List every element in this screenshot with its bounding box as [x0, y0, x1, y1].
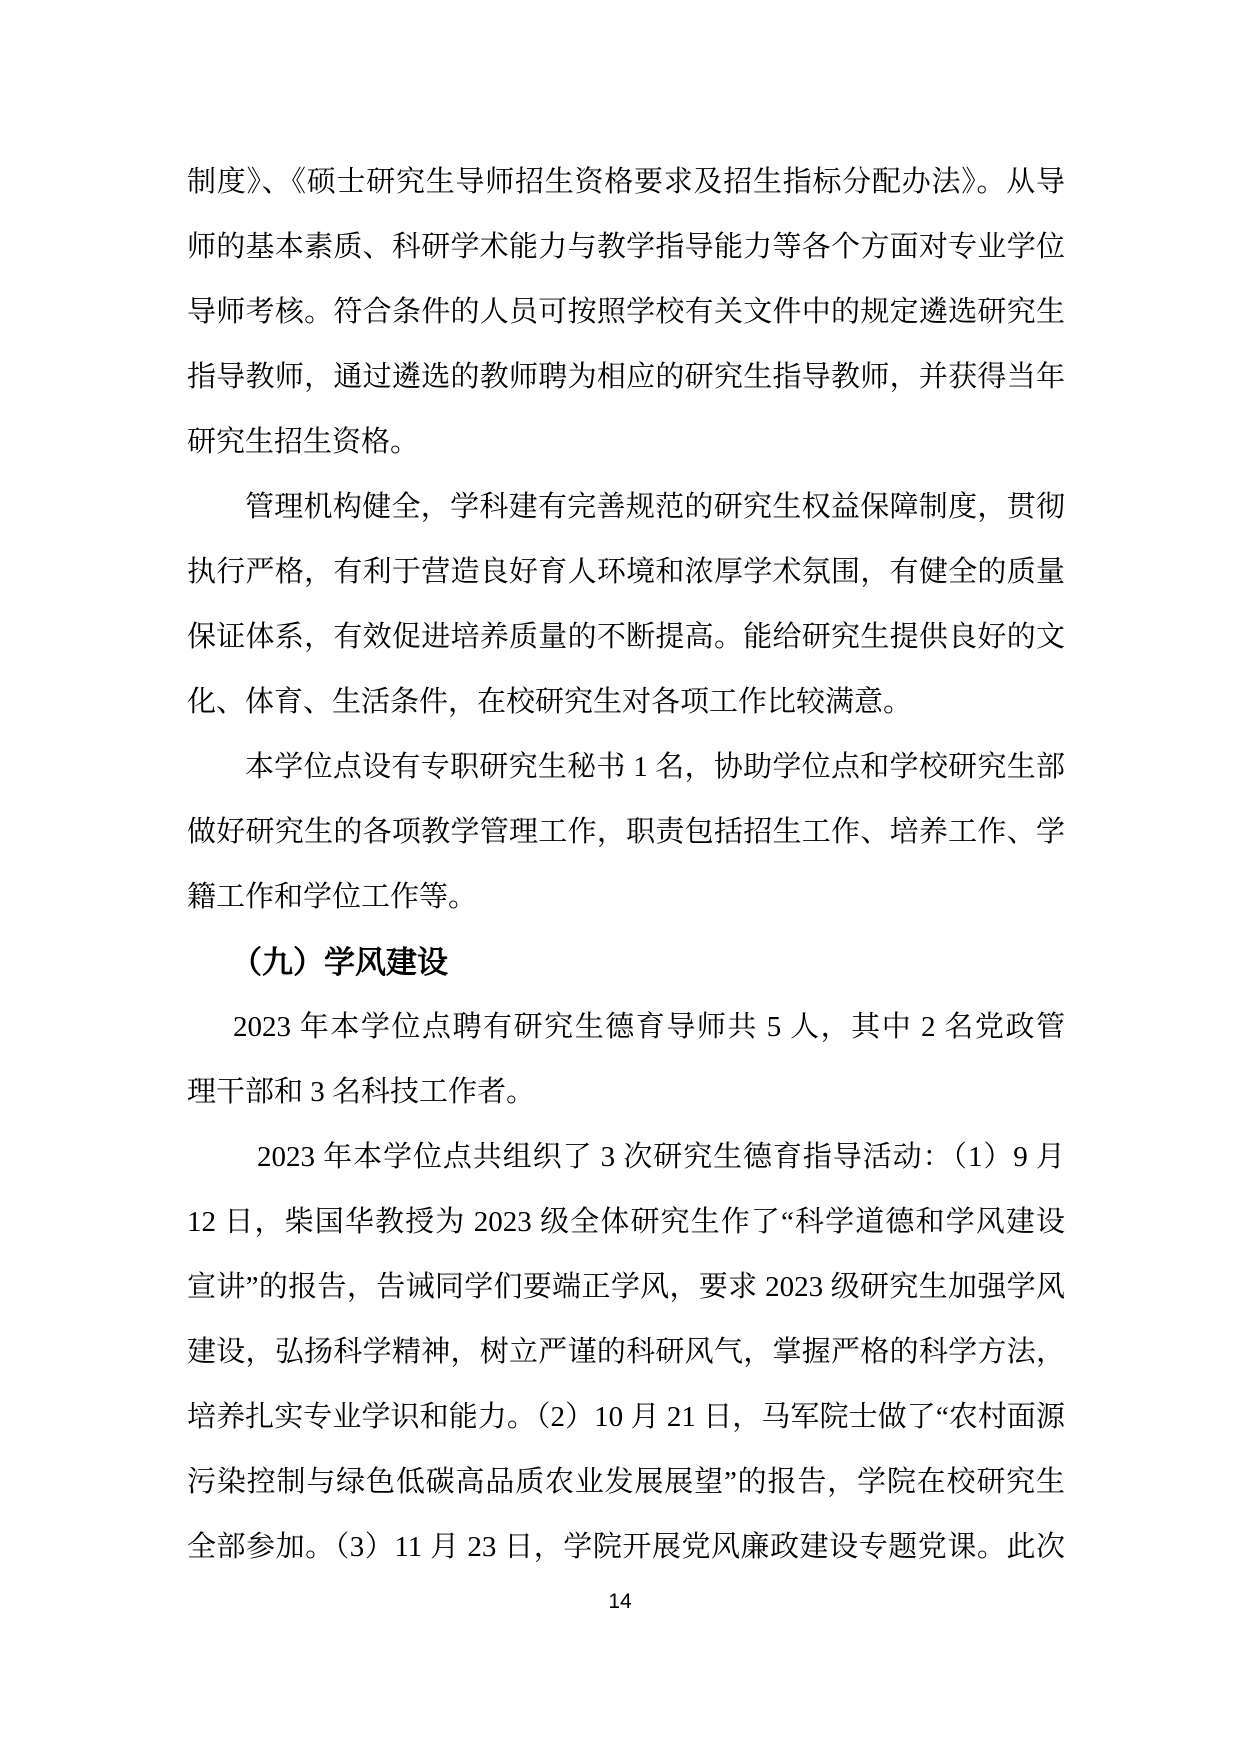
paragraph-line: 理干部和 3 名科技工作者。 [187, 1076, 536, 1108]
paragraph-line: 执行严格，有利于营造良好育人环境和浓厚学术氛围，有健全的质量 [187, 556, 1065, 588]
paragraph-line: 研究生招生资格。 [187, 426, 420, 458]
paragraph-line: 培养扎实专业学识和能力。（2）10 月 21 日，马军院士做了“农村面源 [187, 1401, 1065, 1433]
paragraph-line: 师的基本素质、科研学术能力与教学指导能力等各个方面对专业学位 [187, 231, 1065, 263]
paragraph-line: 2023 年本学位点共组织了 3 次研究生德育指导活动：（1）9 月 [257, 1141, 1065, 1173]
paragraph-line: 保证体系，有效促进培养质量的不断提高。能给研究生提供良好的文 [187, 621, 1065, 653]
paragraph-line: 宣讲”的报告，告诫同学们要端正学风，要求 2023 级研究生加强学风 [187, 1271, 1065, 1303]
paragraph-line: 2023 年本学位点聘有研究生德育导师共 5 人，其中 2 名党政管 [233, 1011, 1065, 1043]
paragraph-line: 本学位点设有专职研究生秘书 1 名，协助学位点和学校研究生部 [245, 751, 1065, 783]
paragraph-line: 籍工作和学位工作等。 [187, 881, 478, 913]
paragraph-line: 做好研究生的各项教学管理工作，职责包括招生工作、培养工作、学 [187, 816, 1065, 848]
paragraph-line: 管理机构健全，学科建有完善规范的研究生权益保障制度，贯彻 [245, 491, 1065, 523]
paragraph-line: 化、体育、生活条件，在校研究生对各项工作比较满意。 [187, 686, 913, 718]
paragraph-line: 污染控制与绿色低碳高品质农业发展展望”的报告，学院在校研究生 [187, 1466, 1065, 1498]
section-heading-9: （九）学风建设 [231, 945, 448, 980]
paragraph-line: 建设，弘扬科学精神，树立严谨的科研风气，掌握严格的科学方法， [187, 1336, 1065, 1368]
paragraph-line: 导师考核。符合条件的人员可按照学校有关文件中的规定遴选研究生 [187, 296, 1065, 328]
paragraph-line: 指导教师，通过遴选的教师聘为相应的研究生指导教师，并获得当年 [187, 361, 1065, 393]
page-number: 14 [608, 1590, 632, 1613]
document-body [187, 150, 1065, 1580]
paragraph-line: 12 日，柴国华教授为 2023 级全体研究生作了“科学道德和学风建设 [187, 1206, 1065, 1238]
paragraph-line: 制度》、《硕士研究生导师招生资格要求及招生指标分配办法》。从导 [187, 166, 1065, 198]
paragraph-line: 全部参加。（3）11 月 23 日，学院开展党风廉政建设专题党课。此次 [187, 1531, 1065, 1563]
